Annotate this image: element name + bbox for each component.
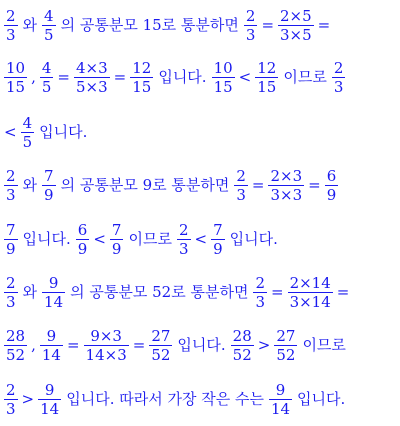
fraction-numerator: 9 [48,273,59,292]
fraction [42,8,56,43]
fraction-denominator: 3 [6,399,16,418]
fraction [84,328,129,363]
fraction-numerator: 28 [232,326,252,345]
math-operator: = [57,68,70,86]
fraction-numerator: 12 [132,58,152,77]
fraction [4,60,27,95]
fraction-denominator: 5 [41,77,52,96]
fraction [255,60,278,95]
fraction-numerator: 6 [326,166,337,185]
math-operator: < [194,230,208,248]
fraction-numerator: 2 [6,380,16,399]
fraction [4,168,18,203]
fraction-denominator: 3 [6,25,16,44]
fraction-denominator: 3 [178,239,189,258]
fraction-numerator: 7 [44,166,54,185]
fraction [4,382,18,417]
fraction-numerator: 10 [213,58,233,77]
fraction-numerator: 9 [44,380,55,399]
fraction [4,328,27,363]
math-operator: > [21,390,35,408]
fraction-denominator: 3×14 [289,292,331,311]
fraction [274,328,297,363]
fraction [269,382,292,417]
fraction-numerator: 28 [6,326,26,345]
fraction [40,328,63,363]
fraction [4,275,18,310]
text-run: 이므로 [302,336,346,354]
fraction-denominator: 3 [255,292,265,311]
fraction [244,8,258,43]
fraction-denominator: 52 [232,345,252,364]
fraction-numerator: 2 [255,273,265,292]
text-run: 이므로 [128,230,172,248]
text-run: 입니다. [229,230,278,248]
text-run: 입니다. [297,390,346,408]
fraction-numerator: 2×5 [280,6,312,25]
fraction-denominator: 14×3 [85,345,127,364]
fraction-denominator: 3 [333,77,344,96]
fraction-numerator: 9×3 [90,326,122,345]
fraction-numerator: 2 [6,6,16,25]
math-operator: = [132,336,146,354]
fraction-denominator: 9 [111,239,122,258]
solution-line [2,160,400,210]
fraction-numerator: 7 [213,220,223,239]
text-run: 와 [22,16,38,34]
fraction [278,8,314,43]
math-operator: < [93,230,106,248]
fraction [268,168,304,203]
fraction [74,60,110,95]
solution-line [2,320,400,370]
text-run: 의 공통분모 15로 통분하면 [60,16,239,34]
fraction-denominator: 15 [6,77,26,96]
fraction [76,222,90,257]
math-operator: > [257,336,271,354]
fraction-numerator: 4 [44,6,54,25]
math-operator: = [270,283,284,301]
fraction [4,8,18,43]
fraction-denominator: 9 [326,185,337,204]
text-run: 입니다. [158,68,207,86]
fraction-denominator: 9 [44,185,54,204]
text-run: 의 공통분모 52로 통분하면 [70,283,249,301]
fraction-numerator: 10 [6,58,26,77]
fraction-denominator: 15 [257,77,277,96]
fraction [21,115,35,150]
fraction-denominator: 3 [6,185,16,204]
fraction-denominator: 52 [6,345,26,364]
fraction-numerator: 4×3 [76,58,108,77]
fraction-numerator: 27 [276,326,296,345]
fraction-denominator: 52 [151,345,171,364]
fraction-denominator: 14 [40,399,60,418]
fraction-denominator: 5 [22,132,33,151]
solution-line [2,52,400,102]
fraction-denominator: 14 [41,345,61,364]
fraction-numerator: 9 [275,380,286,399]
fraction-denominator: 3×3 [270,185,303,204]
fraction-numerator: 2 [178,220,189,239]
fraction [149,328,172,363]
fraction [42,168,56,203]
fraction-denominator: 52 [276,345,296,364]
math-operator: = [113,68,127,86]
fraction [42,275,65,310]
text-run: 입니다. [177,336,226,354]
fraction-numerator: 2 [245,6,256,25]
fraction-numerator: 27 [151,326,171,345]
fraction [325,168,339,203]
text-run: 의 공통분모 9로 통분하면 [60,176,230,194]
fraction [130,60,153,95]
fraction-numerator: 2 [236,166,246,185]
solution-line [2,0,400,50]
fraction-denominator: 9 [77,239,88,258]
fraction [253,275,267,310]
fraction-numerator: 2×14 [289,273,331,292]
fraction [4,222,18,257]
fraction-denominator: 14 [270,399,291,418]
solution-line [2,107,400,157]
text-run: 입니다. 따라서 가장 작은 수는 [66,390,264,408]
fraction-denominator: 5×3 [76,77,108,96]
text-run: 와 [22,176,38,194]
math-operator: = [336,283,350,301]
fraction-numerator: 6 [77,220,88,239]
fraction [38,382,61,417]
fraction-denominator: 14 [44,292,64,311]
fraction-denominator: 9 [213,239,223,258]
fraction [40,60,54,95]
fraction-numerator: 2 [6,273,16,292]
fraction-denominator: 9 [6,239,16,258]
fraction-denominator: 5 [44,25,54,44]
fraction-numerator: 2×3 [270,166,303,185]
math-operator: = [317,16,331,34]
fraction-denominator: 15 [213,77,233,96]
math-operator: < [4,123,17,141]
fraction-denominator: 3 [245,25,256,44]
fraction [212,60,235,95]
text-run: 입니다. [22,230,71,248]
fraction-denominator: 3×5 [280,25,312,44]
fraction [234,168,248,203]
math-operator: , [31,68,36,86]
solution-line [2,214,400,264]
math-operator: = [308,176,321,194]
solution-line [2,267,400,317]
math-operator: = [261,16,275,34]
fraction [211,222,225,257]
math-operator: < [238,68,252,86]
fraction-numerator: 9 [46,326,57,345]
solution-line [2,374,400,424]
text-run: 와 [22,283,38,301]
math-operator: = [251,176,265,194]
fraction-numerator: 12 [257,58,277,77]
text-run: 입니다. [39,123,88,141]
fraction-denominator: 15 [132,77,152,96]
fraction-numerator: 4 [22,113,33,132]
text-run: 이므로 [283,68,327,86]
math-operator: , [31,336,36,354]
fraction-numerator: 2 [333,58,344,77]
fraction [110,222,124,257]
fraction-numerator: 2 [6,166,16,185]
fraction [288,275,333,310]
fraction-numerator: 7 [111,220,122,239]
fraction-numerator: 7 [6,220,16,239]
fraction [231,328,254,363]
fraction [177,222,191,257]
fraction-denominator: 3 [236,185,246,204]
fraction-denominator: 3 [6,292,16,311]
fraction [332,60,346,95]
fraction-numerator: 4 [41,58,52,77]
math-operator: = [66,336,80,354]
